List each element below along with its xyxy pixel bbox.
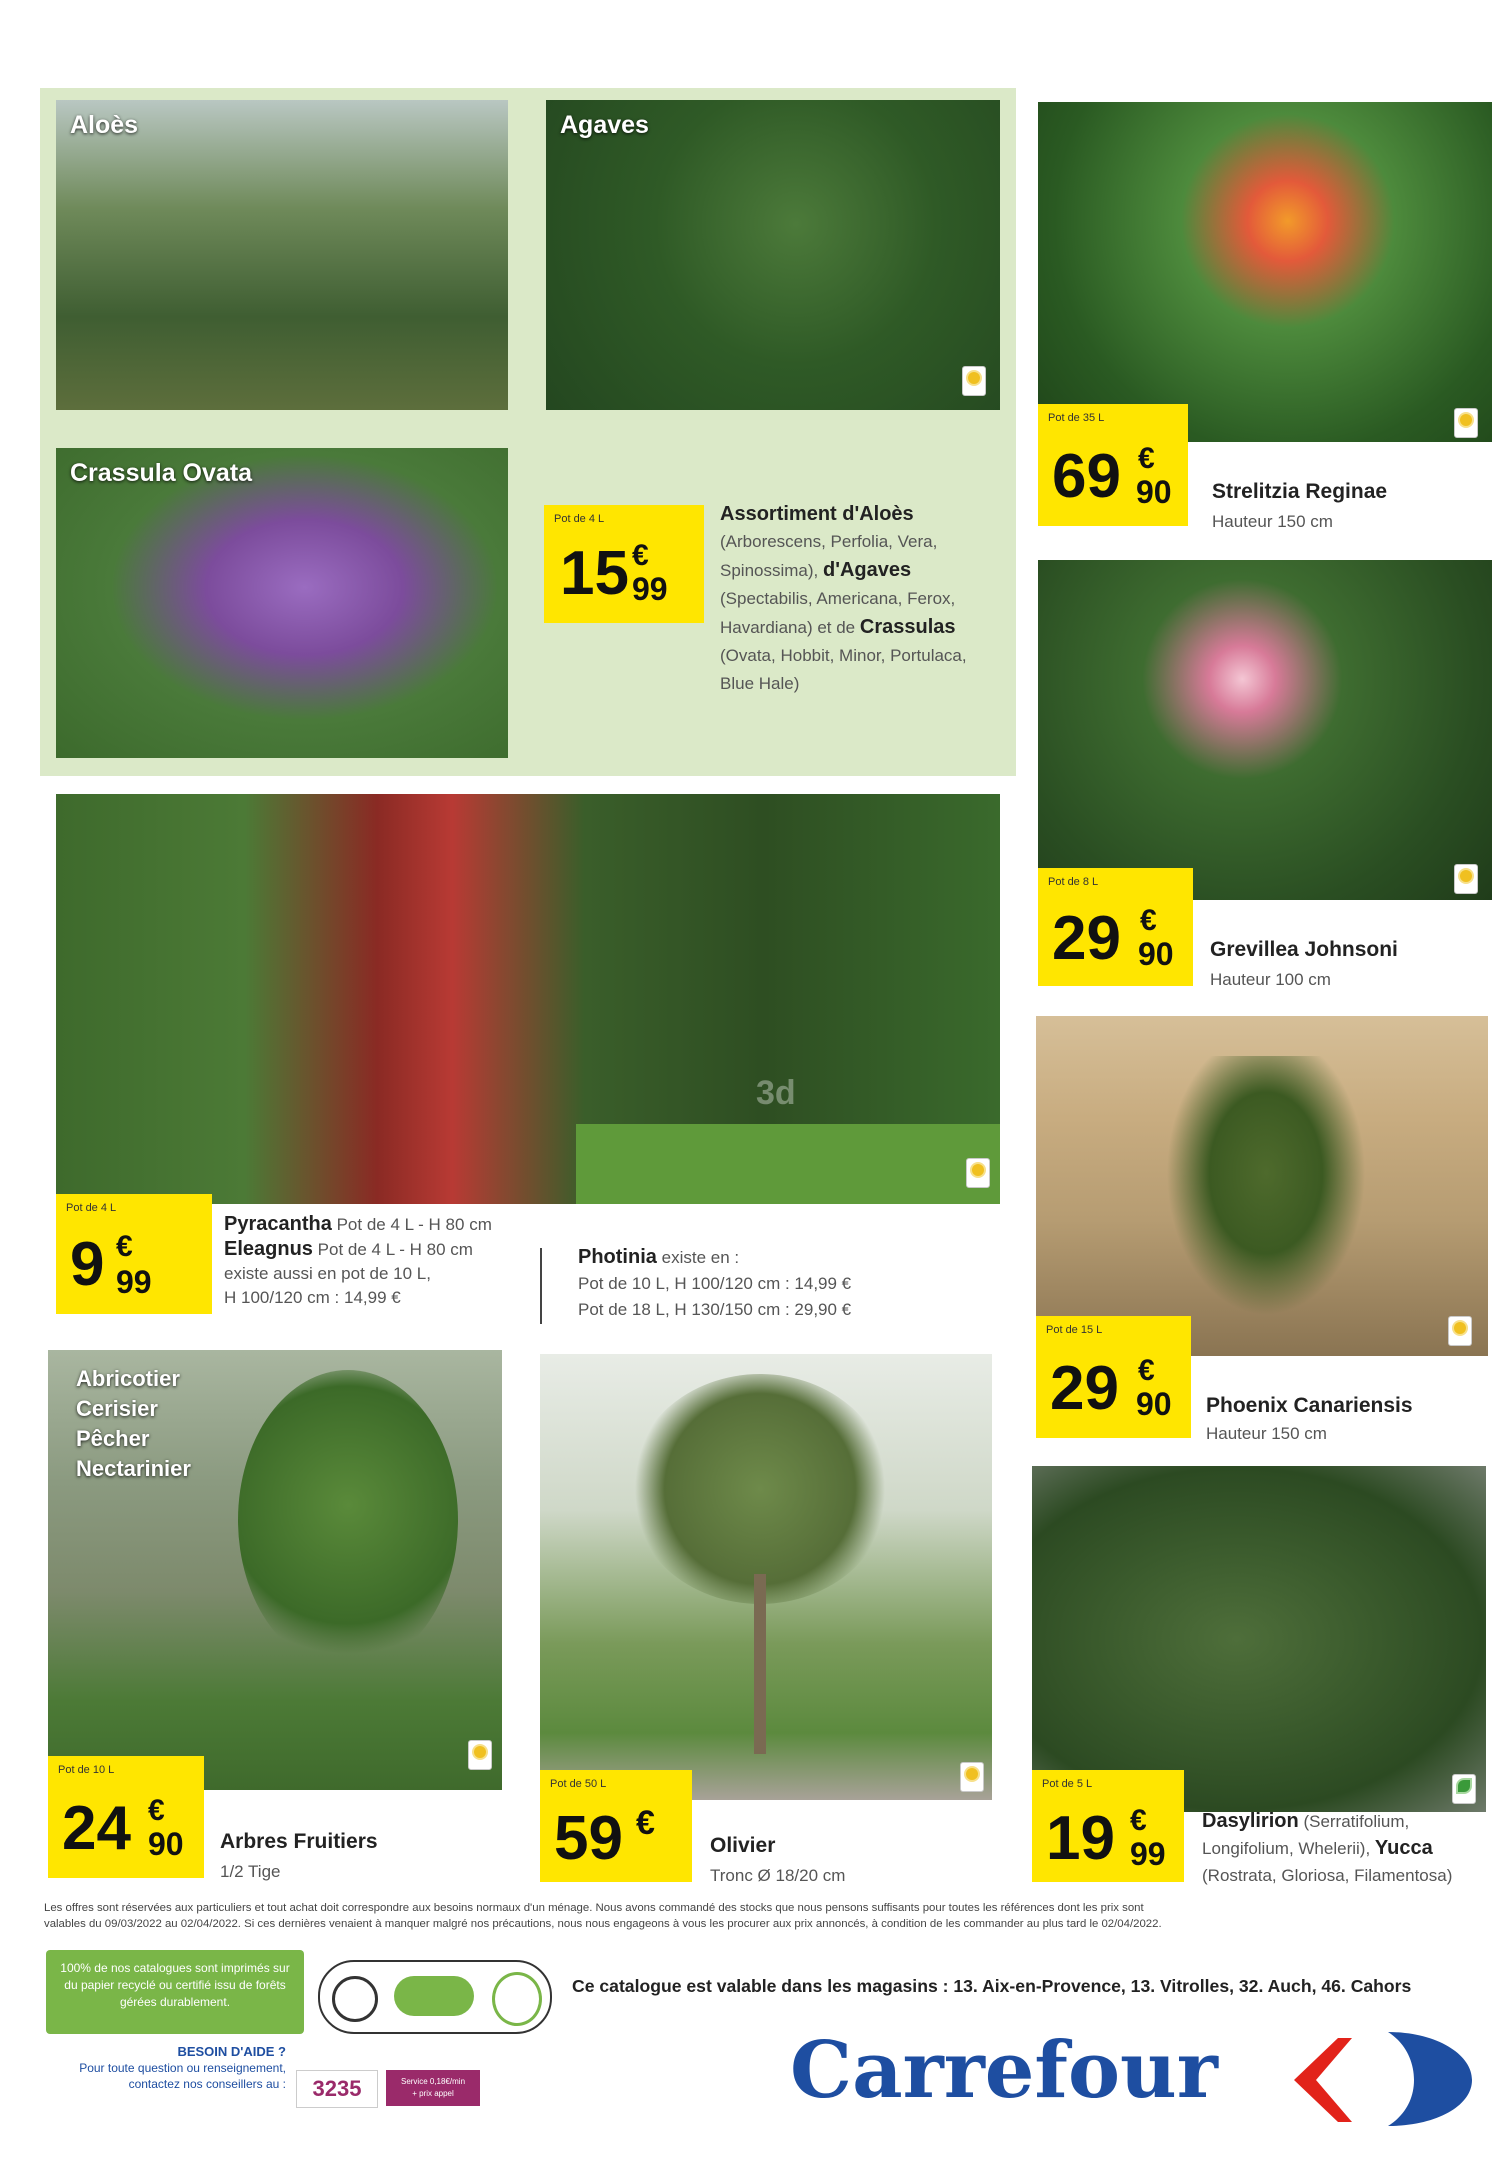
price-main: 29 bbox=[1050, 1354, 1119, 1423]
strelitzia-name: Strelitzia Reginae bbox=[1212, 480, 1388, 503]
price-cents: 90 bbox=[1138, 936, 1174, 972]
description-line: Pot de 10 L, H 100/120 cm : 14,99 € bbox=[578, 1274, 852, 1293]
paper-recycle-icon bbox=[394, 1976, 474, 2016]
photinia-description bbox=[578, 1244, 998, 1323]
description-line bbox=[224, 1212, 554, 1237]
fruit-label: Cerisier bbox=[76, 1396, 158, 1421]
phoenix-photo bbox=[1036, 1016, 1488, 1356]
sun-exposure-icon bbox=[1454, 864, 1478, 894]
fruit-label: Pêcher bbox=[76, 1426, 150, 1451]
price-cents: 99 bbox=[116, 1264, 152, 1300]
price-main: 19 bbox=[1046, 1804, 1115, 1873]
fruit-sub: 1/2 Tige bbox=[220, 1862, 281, 1881]
product-name: Pyracantha bbox=[224, 1213, 332, 1235]
pot-size: Pot de 5 L bbox=[1042, 1778, 1093, 1790]
leaf-icon bbox=[1452, 1774, 1476, 1804]
dasylirion-photo bbox=[1032, 1466, 1486, 1812]
grevillea-price-tag bbox=[1038, 868, 1193, 986]
carrefour-logo-icon bbox=[1286, 2026, 1476, 2132]
product-name: d'Agaves bbox=[823, 559, 912, 581]
sun-exposure-icon bbox=[468, 1740, 492, 1770]
legal-line: Les offres sont réservées aux particuliers et tout achat doit correspondre aux besoins normaux d'un ménage. Nous avons commandé des stocks que nous pensons suffisants pour toutes les références dont les prix sont bbox=[44, 1902, 1144, 1914]
pot-size: Pot de 10 L bbox=[58, 1764, 115, 1776]
agaves-photo bbox=[546, 100, 1000, 410]
recycling-logos bbox=[318, 1960, 552, 2034]
price-main: 29 bbox=[1052, 904, 1121, 973]
phoenix-price-tag bbox=[1036, 1316, 1191, 1438]
tree-crown bbox=[630, 1374, 890, 1604]
hedges-description bbox=[224, 1212, 554, 1310]
fruit-labels bbox=[76, 1364, 191, 1484]
price-euro: € bbox=[148, 1794, 165, 1827]
help-block bbox=[60, 2044, 286, 2092]
help-number[interactable]: 3235 bbox=[296, 2070, 378, 2108]
price-euro: € bbox=[1138, 1354, 1155, 1387]
price-euro: € bbox=[636, 1804, 655, 1842]
recycle-bin-icon bbox=[492, 1972, 542, 2026]
price-cents: 90 bbox=[1136, 474, 1172, 510]
pot-size: Pot de 15 L bbox=[1046, 1324, 1103, 1336]
carrefour-wordmark: Carrefour bbox=[790, 2025, 1218, 2116]
lawn bbox=[576, 1124, 1000, 1204]
description-text: Longifolium, Whelerii), bbox=[1202, 1839, 1371, 1858]
legal-notice bbox=[44, 1900, 1484, 1932]
price-euro: € bbox=[1130, 1804, 1147, 1837]
palm-shape bbox=[1166, 1056, 1366, 1316]
watermark: 3d bbox=[756, 1074, 796, 1112]
price-main: 15 bbox=[560, 539, 629, 608]
description-line bbox=[720, 556, 1010, 585]
product-name: Crassulas bbox=[859, 616, 956, 638]
fruit-name: Arbres Fruitiers bbox=[220, 1830, 378, 1853]
help-service-tag bbox=[386, 2070, 480, 2106]
olivier-sub: Tronc Ø 18/20 cm bbox=[710, 1866, 846, 1885]
price-euro: € bbox=[1140, 904, 1157, 937]
recycle-text: 100% de nos catalogues sont imprimés sur du papier recyclé ou certifié issu de forêts gérées durablement. bbox=[60, 1961, 290, 2009]
description-line: (Rostrata, Gloriosa, Filamentosa) bbox=[1202, 1866, 1453, 1885]
sun-exposure-icon bbox=[966, 1158, 990, 1188]
pot-size: Pot de 4 L bbox=[554, 513, 605, 525]
grevillea-name: Grevillea Johnsoni bbox=[1210, 938, 1398, 961]
pot-size: Pot de 8 L bbox=[1048, 876, 1099, 888]
fruit-label: Nectarinier bbox=[76, 1456, 191, 1481]
description-line bbox=[720, 613, 1010, 642]
description-line: H 100/120 cm : 14,99 € bbox=[224, 1288, 401, 1307]
help-title: BESOIN D'AIDE ? bbox=[177, 2044, 286, 2059]
price-cents: 99 bbox=[1130, 1836, 1166, 1872]
description-line: (Arborescens, Perfolia, Vera, bbox=[720, 532, 938, 551]
olivier-name: Olivier bbox=[710, 1834, 776, 1857]
price-cents: 90 bbox=[148, 1826, 184, 1862]
aloes-title: Aloès bbox=[70, 111, 139, 139]
strelitzia-photo bbox=[1038, 102, 1492, 442]
hedges-price-tag bbox=[56, 1194, 212, 1314]
description-line bbox=[1202, 1808, 1502, 1835]
crassula-photo bbox=[56, 448, 508, 758]
strelitzia-height: Hauteur 150 cm bbox=[1212, 512, 1333, 531]
hedges-photo bbox=[56, 794, 1000, 1204]
description-line: existe aussi en pot de 10 L, bbox=[224, 1264, 431, 1283]
olivier-price-tag bbox=[540, 1770, 692, 1882]
price-main: 9 bbox=[70, 1230, 105, 1299]
fruit-trees-photo bbox=[48, 1350, 502, 1790]
help-line: Pour toute question ou renseignement, bbox=[79, 2061, 286, 2075]
succulents-description bbox=[720, 500, 1010, 698]
price-euro: € bbox=[1138, 442, 1155, 475]
grevillea-photo bbox=[1038, 560, 1492, 900]
description-line bbox=[578, 1244, 998, 1271]
triman-icon bbox=[332, 1976, 378, 2022]
phoenix-name: Phoenix Canariensis bbox=[1206, 1394, 1413, 1417]
crassula-title: Crassula Ovata bbox=[70, 459, 253, 487]
description-line: Pot de 18 L, H 130/150 cm : 29,90 € bbox=[578, 1300, 852, 1319]
price-cents: 99 bbox=[632, 571, 668, 607]
sun-exposure-icon bbox=[960, 1762, 984, 1792]
dasylirion-price-tag bbox=[1032, 1770, 1184, 1882]
tree-crown bbox=[238, 1370, 458, 1670]
price-main: 59 bbox=[554, 1804, 623, 1873]
description-text: Spinossima), bbox=[720, 561, 819, 580]
description-line: (Ovata, Hobbit, Minor, Portulaca, bbox=[720, 646, 967, 665]
aloes-photo bbox=[56, 100, 508, 410]
agaves-title: Agaves bbox=[560, 111, 649, 139]
product-name: Dasylirion bbox=[1202, 1810, 1299, 1832]
sun-exposure-icon bbox=[1454, 408, 1478, 438]
pot-size: Pot de 50 L bbox=[550, 1778, 607, 1790]
description-text: Havardiana) et de bbox=[720, 618, 856, 637]
service-line: Service 0,18€/min bbox=[400, 2077, 466, 2086]
strelitzia-price-tag bbox=[1038, 404, 1188, 526]
help-line: contactez nos conseillers au : bbox=[128, 2077, 286, 2091]
description-line bbox=[224, 1237, 554, 1262]
tree-trunk bbox=[754, 1574, 766, 1754]
price-main: 69 bbox=[1052, 442, 1121, 511]
fruit-label: Abricotier bbox=[76, 1366, 180, 1391]
description-line bbox=[1202, 1835, 1502, 1862]
sun-exposure-icon bbox=[1448, 1316, 1472, 1346]
stores-notice: Ce catalogue est valable dans les magasins : 13. Aix-en-Provence, 13. Vitrolles, 32. Auch, 46. Cahors bbox=[572, 1976, 1412, 1996]
succulents-price-tag bbox=[544, 505, 704, 623]
product-name: Yucca bbox=[1374, 1837, 1433, 1859]
phoenix-height: Hauteur 150 cm bbox=[1206, 1424, 1327, 1443]
product-detail: Pot de 4 L - H 80 cm bbox=[336, 1215, 492, 1234]
description-text: (Serratifolium, bbox=[1303, 1812, 1410, 1831]
logo-red-chevron bbox=[1294, 2038, 1352, 2122]
column-divider bbox=[540, 1248, 542, 1324]
pot-size: Pot de 4 L bbox=[66, 1202, 117, 1214]
price-main: 24 bbox=[62, 1794, 131, 1863]
grevillea-height: Hauteur 100 cm bbox=[1210, 970, 1331, 989]
pot-size: Pot de 35 L bbox=[1048, 412, 1105, 424]
logo-blue-c bbox=[1388, 2032, 1472, 2126]
description-line: Blue Hale) bbox=[720, 674, 800, 693]
olive-tree-photo bbox=[540, 1354, 992, 1800]
product-name: Photinia bbox=[578, 1246, 657, 1268]
price-euro: € bbox=[632, 539, 649, 572]
legal-line: valables du 09/03/2022 au 02/04/2022. Si ces dernières venaient à manquer malgré nos précautions, nous nous engageons à vous les procurer aux prix annoncés, à condition de les commander au plus tard le 02/04/2022. bbox=[44, 1918, 1162, 1930]
price-cents: 90 bbox=[1136, 1386, 1172, 1422]
product-name: Assortiment d'Aloès bbox=[720, 503, 914, 525]
product-detail: Pot de 4 L - H 80 cm bbox=[317, 1240, 473, 1259]
sun-exposure-icon bbox=[962, 366, 986, 396]
price-euro: € bbox=[116, 1230, 133, 1263]
product-name: Eleagnus bbox=[224, 1238, 313, 1260]
recycle-box bbox=[46, 1950, 304, 2034]
service-line: + prix appel bbox=[412, 2089, 454, 2098]
product-detail: existe en : bbox=[661, 1248, 740, 1267]
dasylirion-description bbox=[1202, 1808, 1502, 1889]
fruit-price-tag bbox=[48, 1756, 204, 1878]
description-line: (Spectabilis, Americana, Ferox, bbox=[720, 589, 956, 608]
